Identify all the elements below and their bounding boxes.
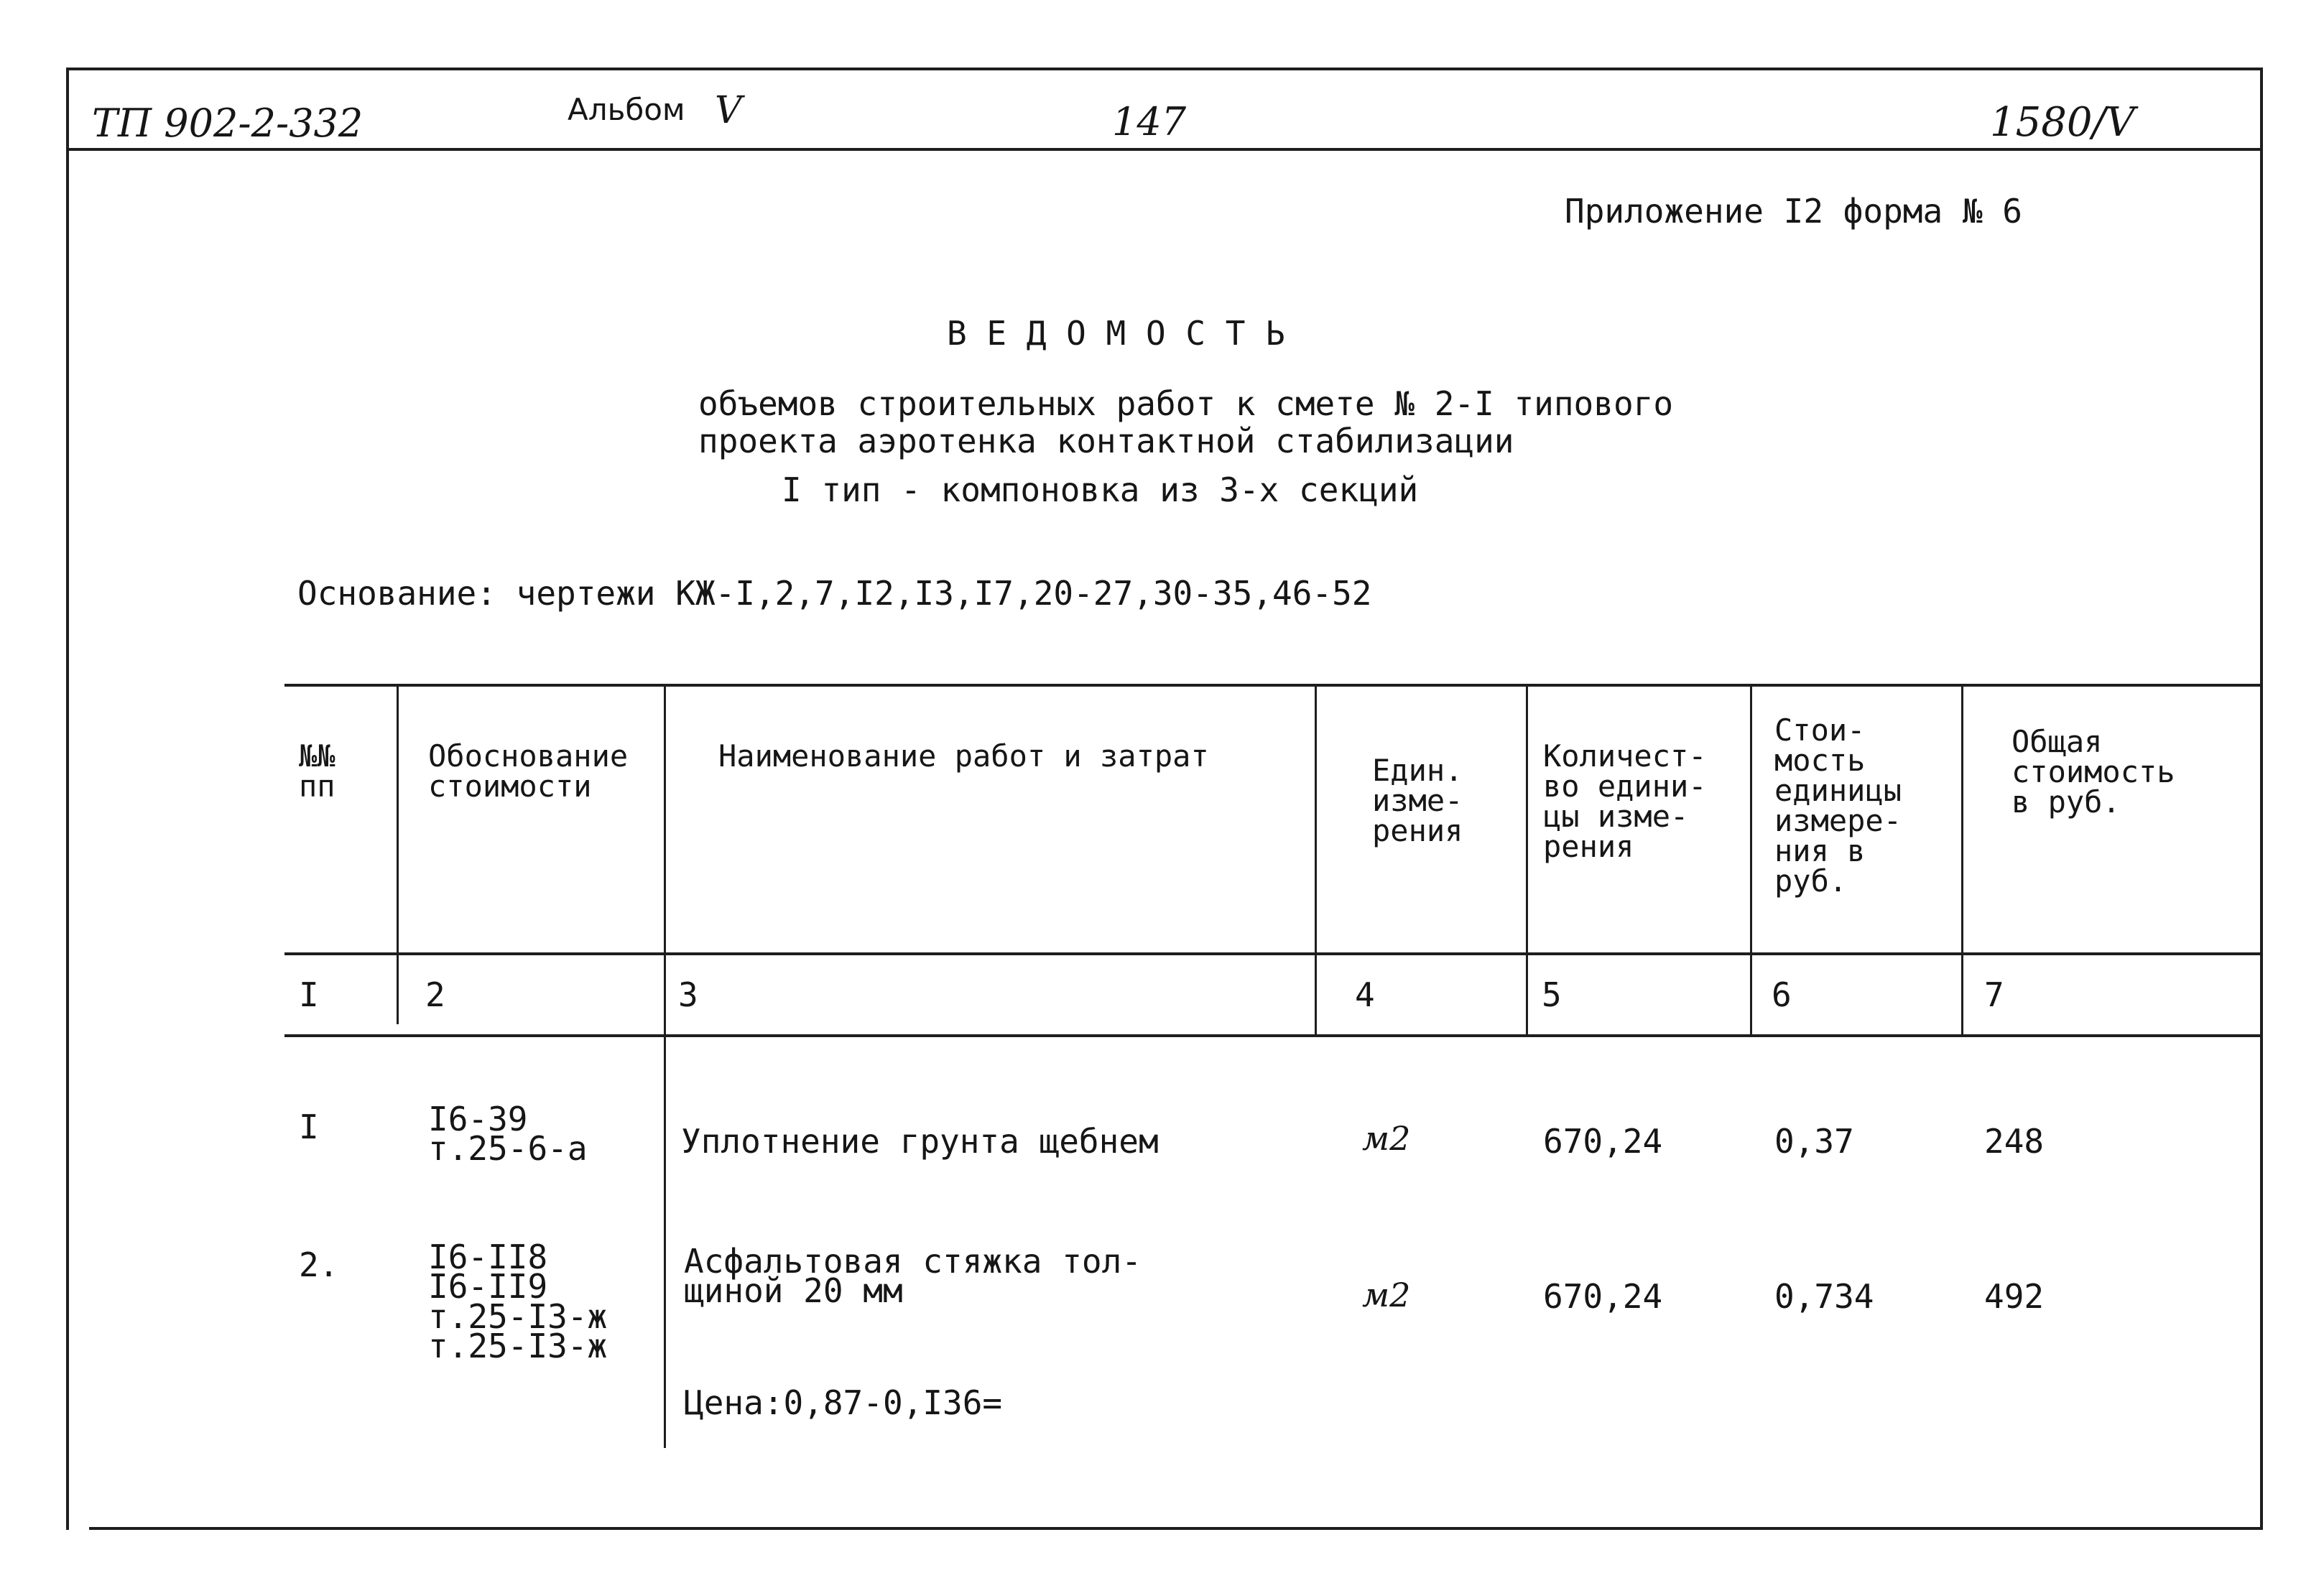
project-code: ТП 902-2-332 (92, 101, 364, 146)
subtitle-line-2: проекта аэротенка контактной стабилизации (698, 422, 1514, 460)
col-divider-1 (397, 687, 399, 1024)
table-top-rule (284, 684, 2260, 687)
row-unit: м2 (1362, 1119, 1411, 1158)
row-name: Уплотнение грунта щебнем (681, 1122, 1159, 1161)
frame-right (2260, 68, 2263, 1530)
col-divider-2 (664, 687, 666, 1448)
appendix-note: Приложение I2 форма № 6 (1565, 192, 2022, 231)
table-numbers-rule (284, 1034, 2260, 1037)
col-divider-6 (1961, 687, 1963, 1034)
row-quantity: 670,24 (1543, 1122, 1663, 1161)
col-divider-4 (1526, 687, 1528, 1034)
table-header-rule (284, 952, 2260, 955)
col-divider-3 (1315, 687, 1317, 1034)
row-quantity: 670,24 (1543, 1277, 1663, 1316)
colnum-5: 5 (1542, 975, 1562, 1014)
colnum-1: I (299, 975, 319, 1014)
row-total: 248 (1984, 1122, 2045, 1161)
row-number: I (299, 1108, 319, 1146)
subtitle-line-1: объемов строительных работ к смете № 2-I типового (698, 384, 1674, 423)
col-divider-5 (1750, 687, 1752, 1034)
header-col-6: Стои- мость единицы измере- ния в руб. (1774, 713, 1902, 899)
header-col-2: Обоснование стоимости (428, 738, 629, 804)
frame-left (66, 68, 69, 1530)
document-title: В Е Д О М О С Т Ь (947, 314, 1285, 353)
frame-bottom (89, 1527, 2263, 1530)
page-number: 147 (1112, 99, 1187, 144)
price-note: Цена:0,87-0,I36= (684, 1383, 1003, 1422)
header-col-4: Един. изме- рения (1372, 753, 1463, 848)
frame-top (66, 68, 2263, 70)
album-number: V (715, 89, 742, 132)
header-col-3: Наименование работ и затрат (718, 738, 1209, 774)
row-unit-cost: 0,37 (1774, 1122, 1854, 1161)
colnum-6: 6 (1772, 975, 1792, 1014)
header-col-5: Количест- во едини- цы изме- рения (1543, 738, 1707, 864)
row-name: Асфальтовая стяжка тол- щиной 20 мм (684, 1242, 1142, 1311)
row-basis: I6-39 т.25-6-а (428, 1100, 588, 1169)
colnum-2: 2 (425, 975, 445, 1014)
row-number: 2. (299, 1245, 339, 1284)
header-col-7: Общая стоимость в руб. (2011, 724, 2175, 820)
album-label: Альбом (568, 92, 685, 127)
subtitle-line-3: I тип - компоновка из 3-х секций (782, 470, 1419, 509)
row-total: 492 (1984, 1277, 2045, 1316)
basis-line: Основание: чертежи КЖ-I,2,7,I2,I3,I7,20-27,30-35,46-52 (297, 574, 1372, 613)
stamp-underline (66, 148, 2263, 151)
colnum-4: 4 (1355, 975, 1375, 1014)
colnum-7: 7 (1984, 975, 2004, 1014)
header-col-1: №№ пп (299, 738, 335, 804)
row-basis: I6-II8 I6-II9 т.25-I3-ж т.25-I3-ж (428, 1238, 608, 1366)
colnum-3: 3 (678, 975, 698, 1014)
row-unit: м2 (1362, 1276, 1411, 1314)
sheet-code: 1580/V (1990, 99, 2135, 146)
row-unit-cost: 0,734 (1774, 1277, 1874, 1316)
